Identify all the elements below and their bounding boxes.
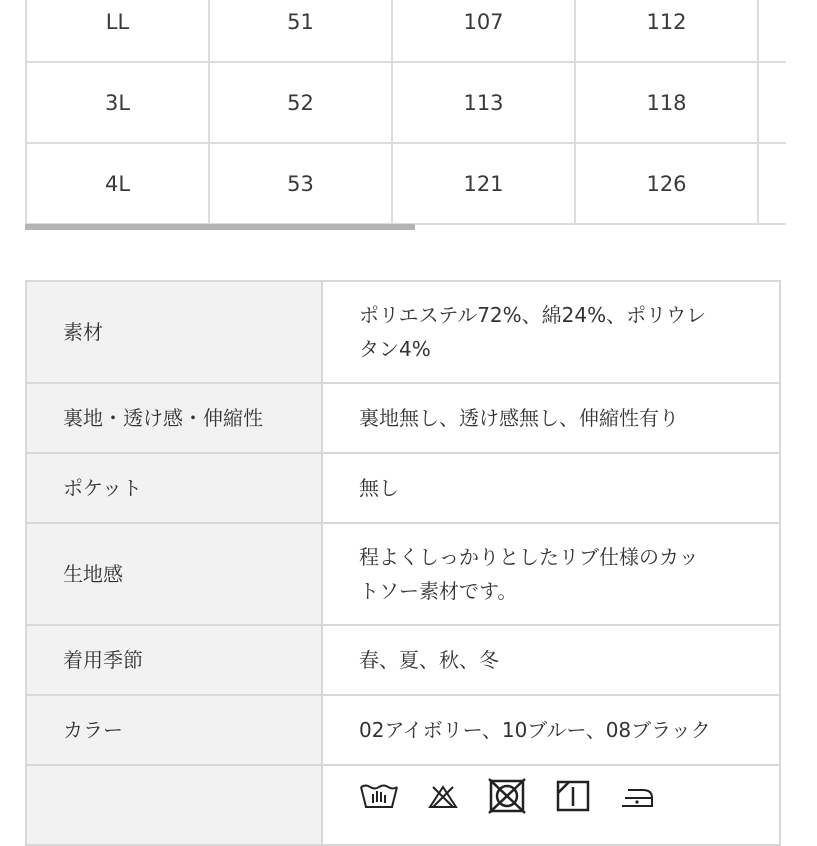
table-row bbox=[26, 0, 786, 62]
size-value: 112 bbox=[575, 0, 758, 62]
table-row bbox=[26, 281, 780, 383]
size-value-cut bbox=[758, 143, 786, 224]
size-value: 107 bbox=[392, 0, 575, 62]
info-label: 着用季節 bbox=[26, 625, 322, 695]
info-label bbox=[26, 765, 322, 845]
table-row bbox=[26, 523, 780, 625]
size-value-cut bbox=[758, 62, 786, 143]
info-value: 春、夏、秋、冬 bbox=[322, 625, 780, 695]
hand-wash-icon bbox=[359, 781, 399, 811]
info-value: 無し bbox=[322, 453, 780, 523]
size-label: 4L bbox=[26, 143, 209, 224]
table-row bbox=[26, 62, 786, 143]
table-row bbox=[26, 625, 780, 695]
info-value: 裏地無し、透け感無し、伸縮性有り bbox=[322, 383, 780, 453]
size-value: 113 bbox=[392, 62, 575, 143]
table-row bbox=[26, 765, 780, 845]
info-label: カラー bbox=[26, 695, 322, 765]
iron-low-icon bbox=[619, 782, 655, 810]
size-value: 52 bbox=[209, 62, 392, 143]
care-symbols-cell bbox=[322, 765, 780, 845]
no-bleach-icon bbox=[427, 781, 459, 811]
table-row bbox=[26, 453, 780, 523]
table-row bbox=[26, 383, 780, 453]
info-value: 程よくしっかりとしたリブ仕様のカッ トソー素材です。 bbox=[322, 523, 780, 625]
product-info-table bbox=[25, 280, 781, 846]
info-label: 素材 bbox=[26, 281, 322, 383]
size-table bbox=[25, 0, 786, 225]
info-value: ポリエステル72%、綿24%、ポリウレ タン4% bbox=[322, 281, 780, 383]
table-row bbox=[26, 695, 780, 765]
no-tumble-dry-icon bbox=[487, 778, 527, 814]
horizontal-scrollbar[interactable] bbox=[25, 224, 415, 230]
size-value-cut bbox=[758, 0, 786, 62]
size-value: 126 bbox=[575, 143, 758, 224]
info-label: ポケット bbox=[26, 453, 322, 523]
info-label: 裏地・透け感・伸縮性 bbox=[26, 383, 322, 453]
info-label: 生地感 bbox=[26, 523, 322, 625]
size-value: 121 bbox=[392, 143, 575, 224]
size-label: 3L bbox=[26, 62, 209, 143]
info-value: 02アイボリー、10ブルー、08ブラック bbox=[322, 695, 780, 765]
size-value: 53 bbox=[209, 143, 392, 224]
drip-dry-shade-icon bbox=[555, 779, 591, 813]
size-value: 51 bbox=[209, 0, 392, 62]
table-row bbox=[26, 143, 786, 224]
size-label: LL bbox=[26, 0, 209, 62]
size-value: 118 bbox=[575, 62, 758, 143]
